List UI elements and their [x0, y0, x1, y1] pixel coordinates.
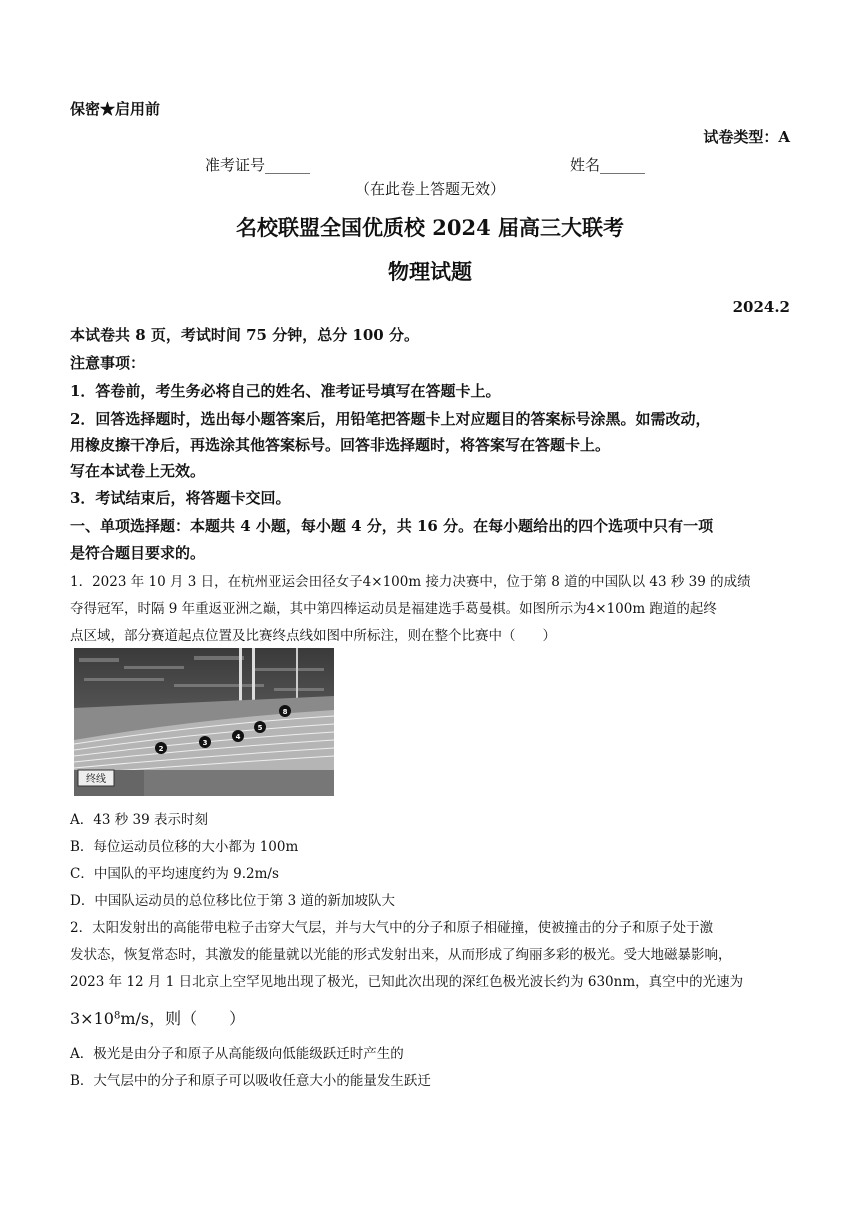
lane-3-marker — [199, 736, 211, 748]
exam-title: 名校联盟全国优质校 2024 届高三大联考 — [235, 215, 625, 240]
paper-type: 试卷类型：A — [703, 128, 790, 146]
light-speed-unit: m/s，则（ ） — [120, 1009, 246, 1028]
finish-line-label: 终线 — [86, 774, 106, 785]
q2-stem-line-1: 2．太阳发射出的高能带电粒子击穿大气层，并与大气中的分子和原子相碰撞，使被撞击的分子和原子处于激 — [70, 920, 714, 936]
light-speed-exponent: 8 — [113, 1010, 121, 1022]
q1-option-c: C．中国队的平均速度约为 9.2m/s — [70, 866, 279, 882]
notice-1: 1．答卷前，考生务必将自己的姓名、准考证号填写在答题卡上。 — [70, 382, 501, 400]
lane-5-marker — [254, 721, 266, 733]
notice-2-line-3: 写在本试卷上无效。 — [70, 462, 206, 480]
q2-stem-line-3: 2023 年 12 月 1 日北京上空罕见地出现了极光，已知此次出现的深红色极光波长约为 630nm，真空中的光速为 — [70, 974, 744, 990]
track-photo — [74, 648, 334, 796]
q1-option-d: D．中国队运动员的总位移比位于第 3 道的新加坡队大 — [70, 893, 395, 909]
exam-id-field: 准考证号______ — [205, 156, 311, 174]
subject-title: 物理试题 — [388, 259, 472, 284]
q1-option-a: A．43 秒 39 表示时刻 — [70, 812, 208, 828]
q2-stem-line-4 — [70, 1006, 245, 1029]
q2-stem-line-2: 发状态，恢复常态时，其激发的能量就以光能的形式发射出来，从而形成了绚丽多彩的极光。受大地磁暴影响， — [70, 947, 732, 963]
lane-8-marker — [279, 705, 291, 717]
q2-option-b: B．大气层中的分子和原子可以吸收任意大小的能量发生跃迁 — [70, 1073, 431, 1089]
section-heading-line-2: 是符合题目要求的。 — [70, 544, 206, 562]
lane-2-marker — [155, 742, 167, 754]
q1-option-b: B．每位运动员位移的大小都为 100m — [70, 839, 299, 855]
exam-date: 2024.2 — [732, 298, 790, 316]
lane-4-marker — [232, 730, 244, 742]
notice-2-line-2: 用橡皮擦干净后，再选涂其他答案标号。回答非选择题时，将答案写在答题卡上。 — [70, 436, 611, 454]
notice-2-line-1: 2．回答选择题时，选出每小题答案后，用铅笔把答题卡上对应题目的答案标号涂黑。如需改动， — [70, 410, 711, 428]
q1-stem-line-1: 1．2023 年 10 月 3 日，在杭州亚运会田径女子4×100m 接力决赛中，位于第 8 道的中国队以 43 秒 39 的成绩 — [70, 574, 751, 590]
q2-option-a: A．极光是由分子和原子从高能级向低能级跃迁时产生的 — [70, 1046, 404, 1062]
svg-text:3: 3 — [202, 739, 208, 747]
notice-heading: 注意事项： — [70, 354, 146, 372]
section-heading-line-1: 一、单项选择题：本题共 4 小题，每小题 4 分，共 16 分。在每小题给出的四个选项中只有一项 — [70, 517, 714, 535]
invalid-note: （在此卷上答题无效） — [354, 180, 505, 198]
name-field: 姓名______ — [570, 156, 646, 174]
notice-3: 3．考试结束后，将答题卡交回。 — [70, 489, 291, 507]
q1-stem-line-2: 夺得冠军，时隔 9 年重返亚洲之巅，其中第四棒运动员是福建选手葛曼棋。如图所示为4×100m 跑道的起终 — [70, 601, 717, 617]
page-count-text: 本试卷共 8 页，考试时间 75 分钟，总分 100 分。 — [70, 326, 419, 344]
q1-stem-line-3: 点区域，部分赛道起点位置及比赛终点线如图中所标注，则在整个比赛中（ ） — [70, 628, 556, 644]
svg-text:2: 2 — [158, 745, 164, 753]
svg-text:8: 8 — [282, 708, 288, 716]
svg-text:5: 5 — [257, 724, 263, 732]
light-speed-base: 3×10 — [70, 1009, 114, 1028]
svg-text:4: 4 — [235, 733, 241, 741]
confidential-label: 保密★启用前 — [70, 100, 161, 118]
